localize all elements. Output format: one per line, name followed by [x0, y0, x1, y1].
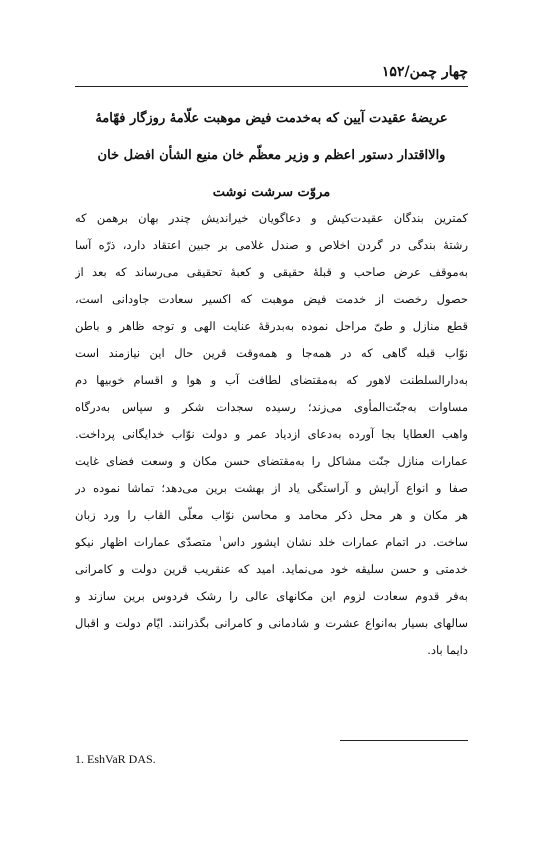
body-line: صفا و انواع آرایش و آراستگی یاد از بهشت برین می‌دهد؛ تماشا نموده در	[75, 481, 468, 495]
body-line: کمترین بندگان عقیدت‌کیش و دعاگویان خیراندیش چندر بهان برهمن که	[75, 211, 468, 225]
body-line: عمارات منازل جنّت مشاکل را به‌مقتضای حسن مکان و وسعت فضای غایت	[75, 454, 468, 468]
footnote: 1. EshVaR DAS.	[75, 752, 156, 766]
body-line: قطع منازل و طیّ مراحل نموده به‌بدرقهٔ عنایت الهی و توجه ظاهر و باطن	[75, 319, 468, 333]
body-line-segment: ساخت. در اتمام عمارات خلد نشان ایشور داس	[222, 535, 468, 549]
body-line-with-footnote	[75, 529, 468, 556]
body-line: به‌موقف عرض صاحب و قبلهٔ حقیقی و کعبهٔ تحقیقی می‌رساند که بعد از	[75, 265, 468, 279]
body-line: حصول رخصت از خدمت فیض موهبت که اکسیر سعادت جاودانی است،	[75, 292, 468, 306]
body-line: دایما باد.	[427, 643, 468, 657]
footnote-rule	[340, 740, 468, 741]
header-rule	[75, 86, 468, 87]
body-line: به‌دارالسلطنت لاهور که به‌مقتضای لطافت آب و هوا و اقسام خوبیها دم	[75, 373, 468, 387]
title-line: عریضهٔ عقیدت آیین که به‌خدمت فیض موهبت علّامهٔ روزگار فهّامهٔ	[95, 111, 448, 126]
title-line: والااقتدار دستور اعظم و وزیر معظّم خان منیع الشأن افضل خان	[97, 148, 446, 163]
body-line: واهب العطایا بجا آورده به‌دعای ازدیاد عمر و دولت نوّاب خدایگانی پرداخت.	[75, 427, 468, 441]
body-line: رشتهٔ بندگی در گردن اخلاص و صندل غلامی بر جبین اعتقاد دارد، ذرّه آسا	[75, 238, 468, 252]
running-head: چهار چمن/۱۵۲	[381, 64, 468, 80]
body-line: مساوات به‌جنّت‌المأوی می‌زند؛ رسیده سجدات شکر و سپاس به‌درگاه	[75, 400, 468, 414]
letter-title	[75, 100, 468, 211]
body-line: به‌فر قدوم سعادت لزوم این مکانهای عالی را رشک فردوس برین سازند و	[75, 589, 468, 603]
letter-body	[75, 205, 468, 664]
body-line: هر مکان و هر محل ذکر محامد و محاسن نوّاب معلّی القاب را ورد زبان	[75, 508, 468, 522]
footnote-marker[interactable]: ۱	[218, 534, 223, 544]
body-line: نوّاب قبله گاهی که در همه‌جا و همه‌وقت قرین حال این نیازمند است	[75, 346, 468, 360]
title-line: مروّت سرشت نوشت	[212, 185, 331, 200]
body-line: خدمتی و حسن سلیقه خود می‌نماید. امید که عنقریب قرین دولت و کامرانی	[75, 562, 468, 576]
body-line: سالهای بسیار به‌انواع عشرت و شادمانی و کامرانی بگذرانند. ایّام دولت و اقبال	[75, 616, 468, 630]
body-line-segment: متصدّی عمارات اظهار نیکو	[75, 535, 212, 549]
